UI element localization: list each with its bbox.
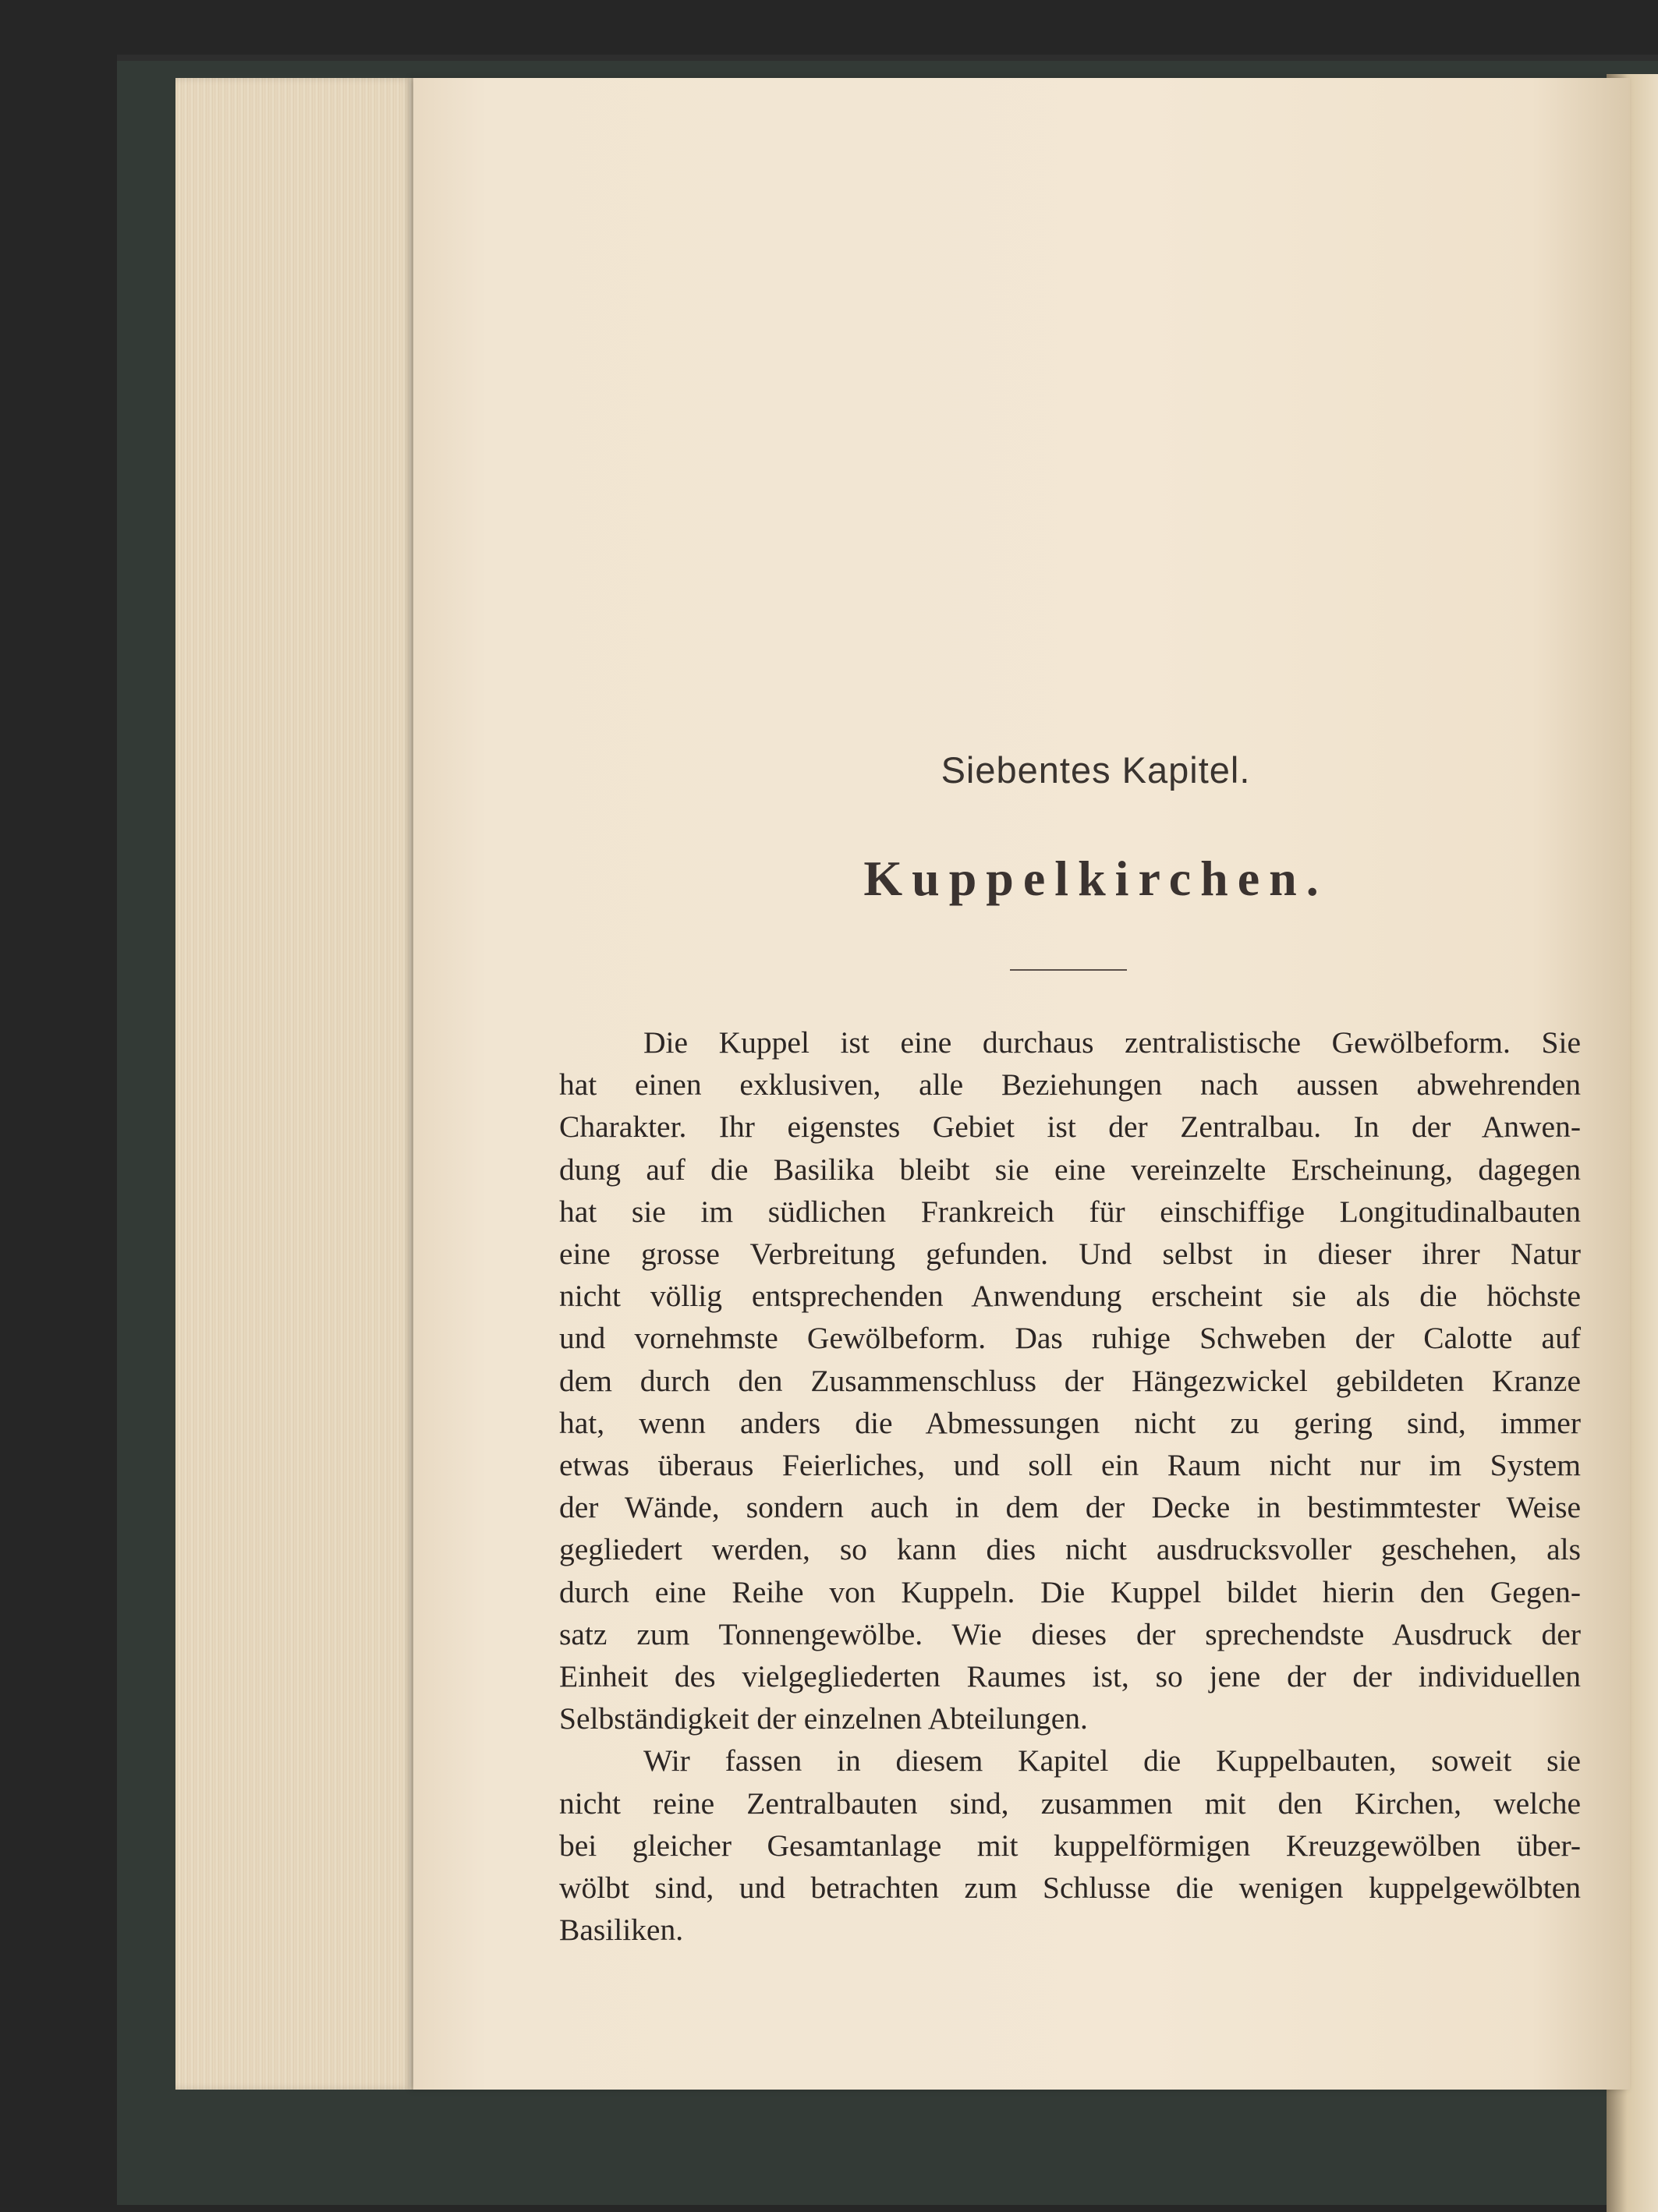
paragraph-2 — [559, 1740, 1581, 1951]
chapter-label: Siebentes Kapitel. — [941, 749, 1251, 791]
text-line: der Wände, sondern auch in dem der Decke in bestimmtester Weise — [559, 1490, 1581, 1525]
book-page — [413, 78, 1630, 2090]
text-line: hat, wenn anders die Abmessungen nicht zu gering sind, immer — [559, 1405, 1581, 1440]
text-line: Die Kuppel ist eine durchaus zentralistische Gewölbeform. Sie — [643, 1025, 1581, 1060]
text-line: und vornehmste Gewölbeform. Das ruhige Schweben der Calotte auf — [559, 1321, 1581, 1356]
text-line: hat sie im südlichen Frankreich für einschiffige Longitudinalbauten — [559, 1194, 1581, 1229]
text-line: Basiliken. — [559, 1913, 684, 1948]
chapter-body — [559, 1021, 1581, 1951]
text-line: nicht reine Zentralbauten sind, zusammen mit den Kirchen, welche — [559, 1786, 1581, 1821]
text-line: Einheit des vielgegliederten Raumes ist, so jene der der individuellen — [559, 1659, 1581, 1694]
text-line: nicht völlig entsprechenden Anwendung erscheint sie als die höchste — [559, 1279, 1581, 1314]
text-line: Selbständigkeit der einzelnen Abteilungen. — [559, 1701, 1088, 1736]
text-line: dung auf die Basilika bleibt sie eine vereinzelte Erscheinung, dagegen — [559, 1152, 1581, 1187]
text-line: bei gleicher Gesamtanlage mit kuppelförmigen Kreuzgewölben über- — [559, 1828, 1581, 1863]
text-line: etwas überaus Feierliches, und soll ein Raum nicht nur im System — [559, 1448, 1581, 1483]
text-line: Wir fassen in diesem Kapitel die Kuppelbauten, soweit sie — [643, 1743, 1581, 1778]
text-line: dem durch den Zusammenschluss der Hängezwickel gebildeten Kranze — [559, 1363, 1581, 1398]
paragraph-1 — [559, 1021, 1581, 1740]
text-line: wölbt sind, und betrachten zum Schlusse die wenigen kuppelgewölbten — [559, 1870, 1581, 1906]
text-line: satz zum Tonnengewölbe. Wie dieses der sprechendste Ausdruck der — [559, 1616, 1581, 1651]
text-line: hat einen exklusiven, alle Beziehungen nach aussen abwehrenden — [559, 1067, 1581, 1102]
text-line: eine grosse Verbreitung gefunden. Und selbst in dieser ihrer Natur — [559, 1237, 1581, 1272]
title-divider — [1010, 969, 1127, 971]
text-line: Charakter. Ihr eigenstes Gebiet ist der Zentralbau. In der Anwen- — [559, 1110, 1581, 1145]
chapter-title: Kuppelkirchen. — [863, 851, 1328, 906]
page-stack-edges — [175, 78, 413, 2090]
text-line: gegliedert werden, so kann dies nicht ausdrucksvoller geschehen, als — [559, 1532, 1581, 1567]
text-line: durch eine Reihe von Kuppeln. Die Kuppel bildet hierin den Gegen- — [559, 1574, 1581, 1609]
